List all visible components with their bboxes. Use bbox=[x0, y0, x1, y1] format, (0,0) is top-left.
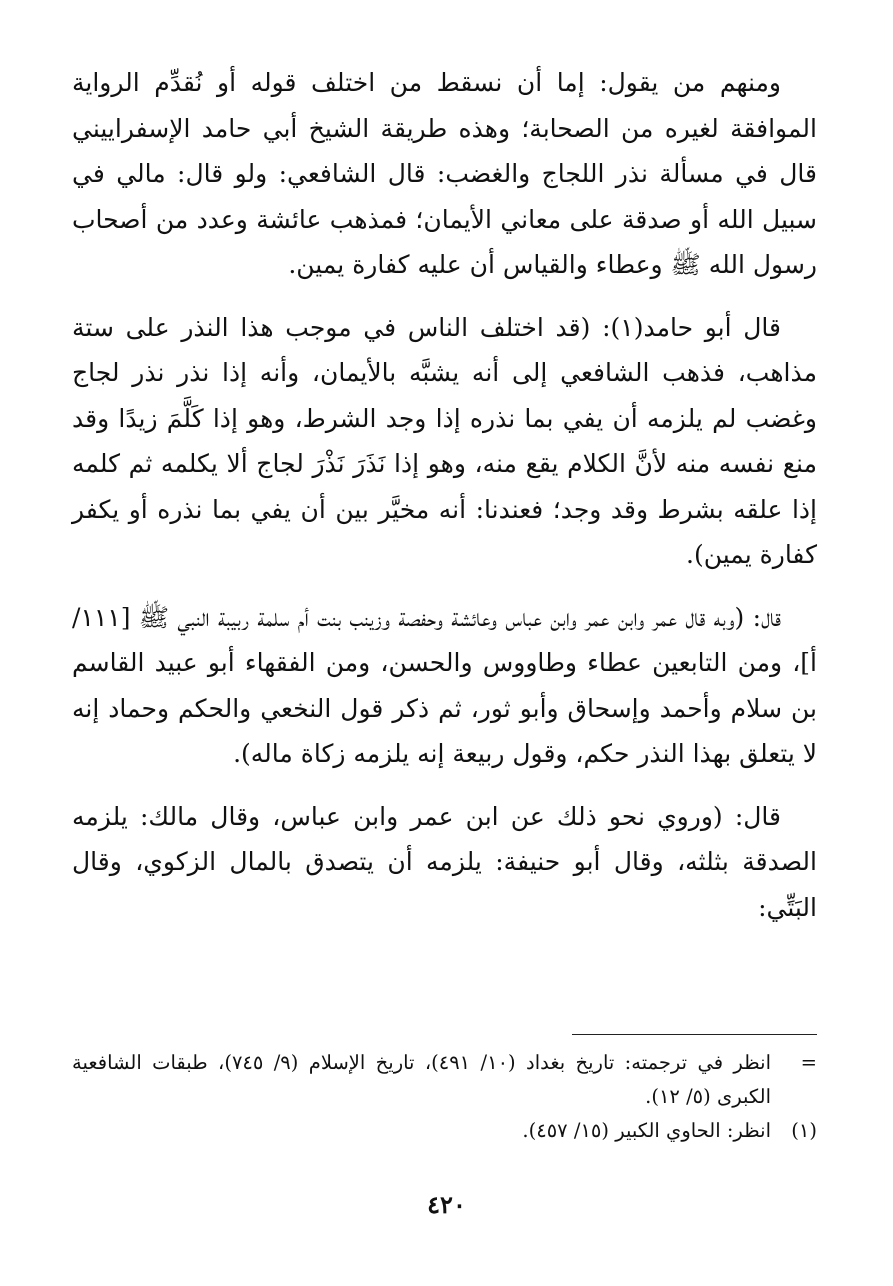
paragraph-1-text: ومنهم من يقول: إما أن نسقط من اختلف قوله أو نُقدِّم الرواية الموافقة لغيره من الصحابة؛ وهذه طريقة الشيخ أبي حامد الإسفراييني قال في مسألة نذر اللجاج والغضب: قال الشافعي: ولو قال: مالي في سبيل الله أو صدقة على معاني الأيمان؛ فمذهب عائشة وعدد من أصحاب رسول الله ﷺ وعطاء والقياس أن عليه كفارة يمين. bbox=[72, 68, 817, 279]
footnote-text: انظر في ترجمته: تاريخ بغداد (١٠/ ٤٩١)، تاريخ الإسلام (٩/ ٧٤٥)، طبقات الشافعية الكبرى (٥/ ١٢). bbox=[72, 1051, 771, 1108]
paragraph-1 bbox=[72, 60, 817, 288]
footnote-1 bbox=[72, 1114, 817, 1148]
paragraph-2 bbox=[72, 305, 817, 578]
footnote-continuation bbox=[72, 1046, 817, 1114]
paragraph-4-text: قال: (وروي نحو ذلك عن ابن عمر وابن عباس، وقال مالك: يلزمه الصدقة بثلثه، وقال أبو حنيفة: يلزمه أن يتصدق بالمال الزكوي، وقال البَتِّي: bbox=[72, 801, 817, 922]
footnotes bbox=[72, 1046, 817, 1148]
page-number: ٤٢٠ bbox=[427, 1190, 466, 1219]
paragraph-2-text: قال أبو حامد(١): (قد اختلف الناس في موجب هذا النذر على ستة مذاهب، فذهب الشافعي إلى أنه يشبَّه بالأيمان، وأنه إذا نذر نذر لجاج وغضب لم يلزمه أن يفي بما نذره إذا وجد الشرط، وهو إذا كَلَّمَ زيدًا وقد منع نفسه منه لأنَّ الكلام يقع منه، وهو إذا نَذَرَ نَذْرَ لجاج ألا يكلمه ثم كلمه إذا علقه بشرط وقد وجد؛ فعندنا: أنه مخيَّر بين أن يفي بما نذره أو يكفر كفارة يمين). bbox=[72, 312, 817, 569]
footnote-marker: (١) bbox=[791, 1119, 817, 1142]
main-text bbox=[72, 60, 817, 947]
paragraph-3 bbox=[72, 595, 817, 777]
paragraph-3-text: قال: (وبه قال عمر وابن عمر وابن عباس وعائشة وحفصة وزينب بنت أم سلمة ربيبة النبي ﷺ [١١١/ أ]، ومن التابعين عطاء وطاووس والحسن، ومن الفقهاء أبو عبيد القاسم بن سلام وأحمد وإسحاق وأبو ثور، ثم ذكر قول النخعي والحكم وحماد إنه لا يتعلق بهذا النذر حكم، وقول ربيعة إنه يلزمه زكاة ماله). bbox=[72, 602, 817, 768]
footnote-text: انظر: الحاوي الكبير (١٥/ ٤٥٧). bbox=[522, 1119, 771, 1142]
footnote-marker: = bbox=[800, 1051, 817, 1074]
footnote-separator bbox=[572, 1034, 817, 1035]
paragraph-4 bbox=[72, 794, 817, 931]
